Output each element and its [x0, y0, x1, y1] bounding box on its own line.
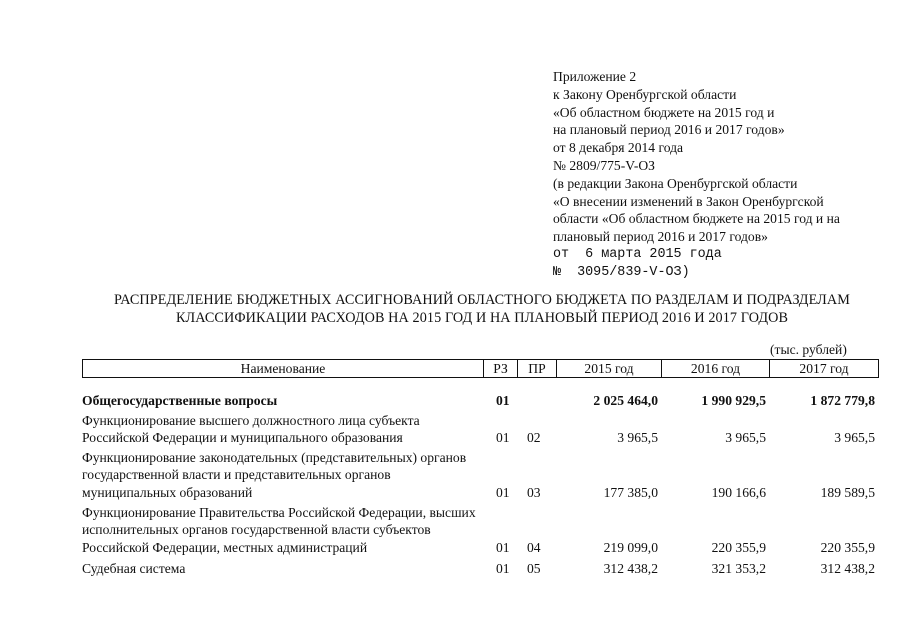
- appendix-line: области «Об областном бюджете на 2015 год и на: [553, 211, 840, 227]
- row-value-2016: 321 353,2: [711, 561, 766, 577]
- budget-table-header: [82, 359, 879, 378]
- row-value-2017: 312 438,2: [820, 561, 875, 577]
- appendix-line: «О внесении изменений в Закон Оренбургской: [553, 193, 824, 209]
- table-row: [82, 504, 882, 557]
- row-value-2017: 1 872 779,8: [810, 393, 875, 408]
- table-row: [82, 449, 882, 502]
- table-row: [82, 392, 882, 410]
- row-name: Судебная система: [82, 561, 186, 577]
- row-value-2016: 190 166,6: [711, 484, 766, 500]
- row-value-2015: 219 099,0: [603, 539, 658, 555]
- table-row: [82, 412, 882, 447]
- header-2015: 2015 год: [557, 360, 662, 378]
- row-rz: 01: [496, 393, 510, 408]
- table-row: [82, 560, 882, 578]
- row-pr: 03: [527, 484, 541, 500]
- header-pr: ПР: [518, 360, 557, 378]
- row-value-2017: 189 589,5: [820, 484, 875, 500]
- row-rz: 01: [496, 561, 510, 577]
- appendix-block: [553, 68, 893, 282]
- appendix-line: № 2809/775-V-ОЗ: [553, 157, 655, 173]
- row-value-2016: 1 990 929,5: [701, 393, 766, 408]
- row-value-2017: 220 355,9: [820, 539, 875, 555]
- header-2017: 2017 год: [770, 360, 879, 378]
- row-pr: 04: [527, 539, 541, 555]
- appendix-line: Приложение 2: [553, 69, 637, 84]
- units-label: (тыс. рублей): [770, 342, 847, 357]
- row-name: Функционирование высшего должностного лица субъекта Российской Федерации и муниципального образования: [82, 412, 420, 446]
- appendix-line: от 8 декабря 2014 года: [553, 140, 684, 156]
- row-pr: 05: [527, 561, 541, 577]
- document-title-line: КЛАССИФИКАЦИИ РАСХОДОВ НА 2015 ГОД И НА ПЛАНОВЫЙ ПЕРИОД 2016 И 2017 ГОДОВ: [175, 310, 789, 326]
- row-value-2015: 177 385,0: [603, 484, 658, 500]
- appendix-line: «Об областном бюджете на 2015 год и: [553, 104, 775, 120]
- document-title-line: РАСПРЕДЕЛЕНИЕ БЮДЖЕТНЫХ АССИГНОВАНИЙ ОБЛАСТНОГО БЮДЖЕТА ПО РАЗДЕЛАМ И ПОДРАЗДЕЛАМ: [114, 292, 850, 308]
- row-rz: 01: [496, 430, 510, 446]
- appendix-line: плановый период 2016 и 2017 годов»: [553, 229, 768, 245]
- row-value-2015: 3 965,5: [617, 430, 658, 446]
- row-value-2015: 2 025 464,0: [593, 393, 658, 408]
- appendix-line: № 3095/839-V-ОЗ): [553, 264, 690, 280]
- row-pr: 02: [527, 430, 541, 446]
- row-value-2016: 3 965,5: [725, 430, 766, 446]
- row-value-2016: 220 355,9: [711, 539, 766, 555]
- appendix-line: на плановый период 2016 и 2017 годов»: [553, 122, 785, 138]
- row-name: Общегосударственные вопросы: [82, 393, 278, 408]
- document-title: [70, 291, 894, 327]
- row-value-2017: 3 965,5: [834, 430, 875, 446]
- header-2016: 2016 год: [662, 360, 770, 378]
- row-rz: 01: [496, 539, 510, 555]
- header-name: Наименование: [83, 360, 484, 378]
- row-name: Функционирование Правительства Российской Федерации, высших исполнительных органов государственной власти субъектов Российской Федерации, местных администраций: [82, 504, 476, 555]
- row-value-2015: 312 438,2: [603, 561, 658, 577]
- budget-table-body: [82, 392, 882, 578]
- row-rz: 01: [496, 484, 510, 500]
- appendix-line: к Закону Оренбургской области: [553, 86, 737, 102]
- appendix-line: (в редакции Закона Оренбургской области: [553, 175, 798, 191]
- appendix-line: от 6 марта 2015 года: [553, 246, 722, 262]
- row-name: Функционирование законодательных (представительных) органов государственной власти и представительных органов муниципальных образований: [82, 449, 467, 500]
- header-rz: РЗ: [484, 360, 518, 378]
